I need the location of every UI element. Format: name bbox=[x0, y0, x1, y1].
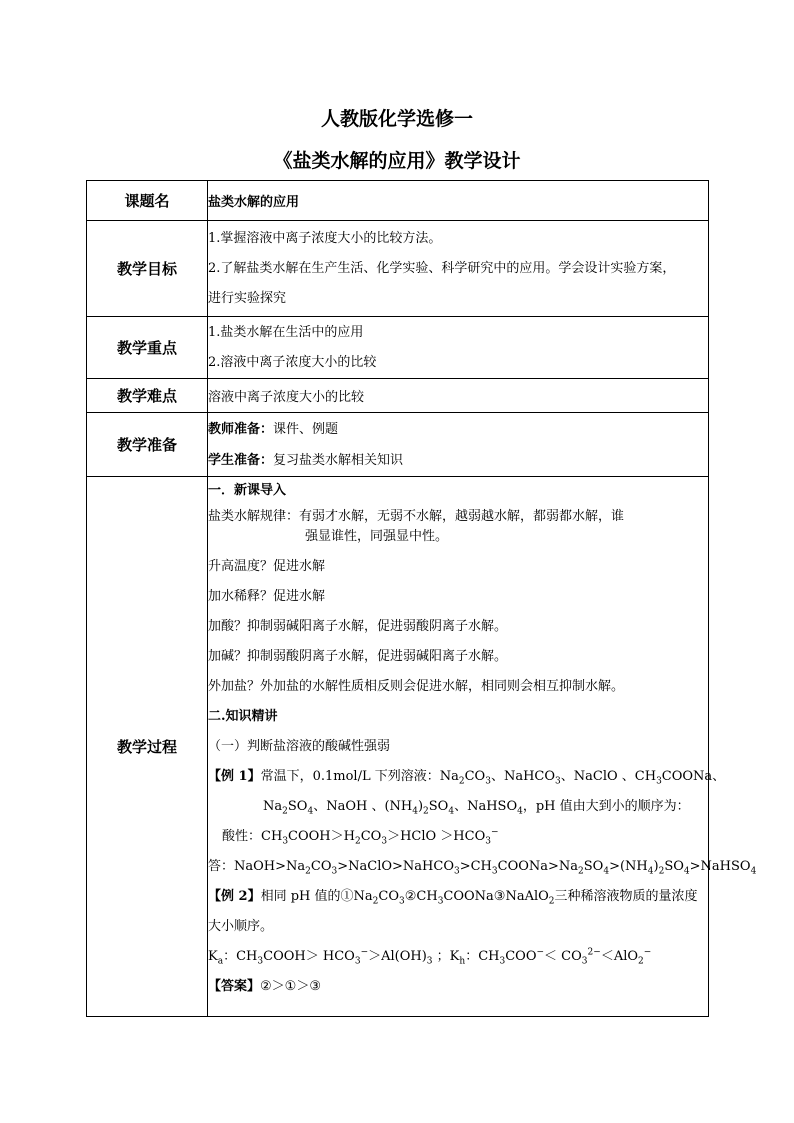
rule-line-2: 强显谁性，同强显中性。 bbox=[305, 529, 449, 544]
key-line-1: 1.盐类水解在生活中的应用 bbox=[208, 324, 364, 340]
example-1-question: ，pH 值由大到小的顺序为： bbox=[522, 799, 690, 814]
example-2-line-1 bbox=[208, 887, 708, 907]
student-prep-value: 复习盐类水解相关知识 bbox=[273, 452, 404, 468]
lesson-plan-table bbox=[86, 180, 757, 1017]
kh-symbol: $K_h$ bbox=[449, 949, 466, 967]
label-prep: 教学准备 bbox=[87, 413, 208, 477]
cell-prep bbox=[208, 413, 709, 477]
ka-label: ： bbox=[223, 949, 237, 964]
rule-line-1: 盐类水解规律：有弱才水解，无弱不水解，越弱越水解，都弱都水解，谁 bbox=[208, 509, 625, 524]
label-process: 教学过程 bbox=[87, 477, 208, 1017]
row-goal bbox=[87, 221, 709, 317]
row-prep bbox=[87, 413, 709, 477]
row-process bbox=[87, 477, 709, 1017]
row-difficulty bbox=[87, 379, 709, 413]
example-1-compounds-b: $Na_2SO_4$、NaOH 、$(NH_4)_2SO_4$、NaHSO$_4$ bbox=[263, 799, 523, 817]
acidity-label: 酸性： bbox=[222, 829, 262, 844]
key-line-2: 2.溶液中离子浓度大小的比较 bbox=[208, 354, 377, 370]
document-title: 人教版化学选修一 bbox=[320, 108, 473, 130]
subsection-heading-1: （一）判断盐溶液的酸碱性强弱 bbox=[208, 739, 391, 754]
label-difficulty: 教学难点 bbox=[87, 379, 208, 413]
answer-2-value: ②＞①＞③ bbox=[260, 979, 321, 994]
answer-1-order: $NaOH>Na_2CO_3>NaClO>NaHCO_3>CH_3COONa>Na_2SO_4>(NH_4)_2SO_4>NaHSO_4$ bbox=[234, 859, 757, 877]
kh-order: $CH_3COO^-< CO_3^{2-}<AlO_2^-$ bbox=[478, 947, 652, 967]
student-prep-label: 学生准备： bbox=[208, 452, 274, 468]
section-heading-1: 一．新课导入 bbox=[208, 483, 287, 498]
answer-1-label: 答： bbox=[208, 859, 235, 874]
value-topic: 盐类水解的应用 bbox=[208, 181, 709, 221]
acidity-order: $CH_3COOH>H_2CO_3>HClO >HCO_3^-$ bbox=[261, 827, 499, 847]
cell-process bbox=[208, 477, 757, 1017]
example-1-compounds-a: $Na_2CO_3$、NaHCO$_3$、NaClO 、$CH_3COONa$、 bbox=[439, 769, 726, 787]
cell-key bbox=[208, 317, 709, 379]
answer-2-tag: 【答案】 bbox=[208, 979, 261, 994]
process-line-dilution: 加水稀释？促进水解 bbox=[208, 589, 326, 604]
label-key: 教学重点 bbox=[87, 317, 208, 379]
process-line-base: 加碱？抑制弱酸阴离子水解，促进弱碱阳离子水解。 bbox=[208, 649, 508, 664]
label-topic: 课题名 bbox=[87, 181, 208, 221]
document-subtitle: 《盐类水解的应用》教学设计 bbox=[273, 150, 521, 172]
goal-line-2: 2.了解盐类水解在生产生活、化学实验、科学研究中的应用。学会设计实验方案， bbox=[208, 260, 676, 276]
example-2-compounds: $①Na_2CO_3②CH_3COONa③NaAlO_2$ bbox=[340, 889, 555, 907]
example-1-text: 常温下，0.1mol/L 下列溶液： bbox=[260, 769, 440, 784]
example-2-tag: 【例 2】 bbox=[208, 889, 261, 904]
example-1-line-1 bbox=[208, 767, 726, 787]
acidity-line bbox=[208, 827, 708, 847]
example-1-tag: 【例 1】 bbox=[208, 769, 261, 784]
ka-order: $CH_3COOH> HCO_3^->Al(OH)_3$ ； bbox=[236, 947, 450, 967]
ka-symbol: $K_a$ bbox=[208, 949, 224, 967]
kh-label: ： bbox=[465, 949, 479, 964]
row-key bbox=[87, 317, 709, 379]
example-2-line-2: 大小顺序。 bbox=[208, 919, 274, 934]
process-line-temperature: 升高温度？促进水解 bbox=[208, 559, 326, 574]
section-heading-2: 二.知识精讲 bbox=[208, 709, 278, 724]
answer-1-line bbox=[208, 857, 757, 877]
cell-goal bbox=[208, 221, 709, 317]
row-topic bbox=[87, 181, 709, 221]
process-line-salt: 外加盐？外加盐的水解性质相反则会促进水解，相同则会相互抑制水解。 bbox=[208, 679, 625, 694]
answer-2-line bbox=[208, 977, 708, 997]
example-2-text-a: 相同 pH 值的 bbox=[260, 889, 341, 904]
value-difficulty: 溶液中离子浓度大小的比较 bbox=[208, 379, 709, 413]
example-2-text-b: 三种稀溶液物质的量浓度 bbox=[554, 889, 698, 904]
teacher-prep-label: 教师准备： bbox=[208, 421, 274, 437]
goal-line-3: 进行实验探究 bbox=[208, 290, 287, 306]
teacher-prep-value: 课件、例题 bbox=[273, 421, 339, 437]
goal-line-1: 1.掌握溶液中离子浓度大小的比较方法。 bbox=[208, 230, 442, 246]
example-1-line-2 bbox=[208, 797, 708, 817]
ka-kh-line bbox=[208, 947, 708, 967]
process-line-acid: 加酸？抑制弱碱阳离子水解，促进弱酸阴离子水解。 bbox=[208, 619, 508, 634]
label-goal: 教学目标 bbox=[87, 221, 208, 317]
